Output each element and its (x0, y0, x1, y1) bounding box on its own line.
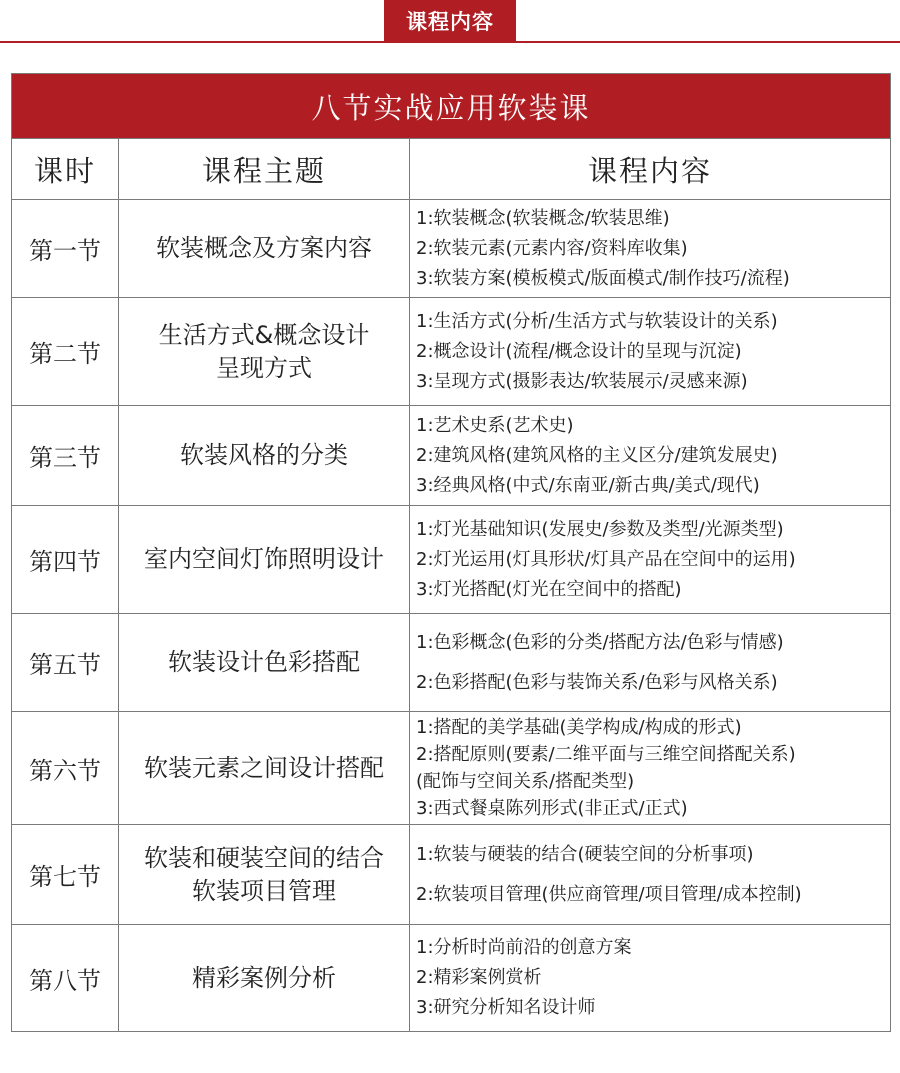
column-header-topic: 课程主题 (119, 139, 410, 200)
content-line: 1:搭配的美学基础(美学构成/构成的形式) (416, 717, 742, 738)
content-line: 2:软装项目管理(供应商管理/项目管理/成本控制) (416, 883, 802, 905)
content-cell (410, 825, 891, 925)
topic-cell (119, 614, 410, 712)
topic-cell (119, 506, 410, 614)
content-line: 2:软装元素(元素内容/资料库收集) (416, 237, 688, 259)
content-line: 3:呈现方式(摄影表达/软装展示/灵感来源) (416, 370, 748, 392)
content-line: 3:研究分析知名设计师 (416, 997, 596, 1018)
content-line: 3:西式餐桌陈列形式(非正式/正式) (416, 798, 688, 819)
content-line: 2:概念设计(流程/概念设计的呈现与沉淀) (416, 340, 742, 362)
topic-line: 生活方式&概念设计 (158, 320, 370, 349)
topic-line: 软装和硬装空间的结合 (144, 843, 384, 872)
table-row (12, 825, 891, 925)
content-line: 2:灯光运用(灯具形状/灯具产品在空间中的运用) (416, 548, 796, 570)
content-line: 1:软装概念(软装概念/软装思维) (416, 207, 670, 229)
topic-cell (119, 298, 410, 406)
lesson-cell: 第一节 (12, 200, 119, 298)
topic-cell (119, 825, 410, 925)
section-tab: 课程内容 (384, 0, 516, 42)
lesson-cell: 第三节 (12, 406, 119, 506)
topic-line: 软装风格的分类 (180, 441, 348, 469)
content-line: 1:软装与硬装的结合(硬装空间的分析事项) (416, 843, 754, 865)
table-row (12, 925, 891, 1032)
topic-line: 软装设计色彩搭配 (168, 648, 360, 676)
content-line: (配饰与空间关系/搭配类型) (416, 771, 635, 792)
lesson-cell: 第五节 (12, 614, 119, 712)
content-line: 1:分析时尚前沿的创意方案 (416, 937, 632, 958)
topic-line: 精彩案例分析 (192, 963, 336, 992)
table-body (12, 200, 891, 1032)
content-cell (410, 712, 891, 825)
topic-cell (119, 925, 410, 1032)
table-row (12, 614, 891, 712)
content-line: 2:建筑风格(建筑风格的主义区分/建筑发展史) (416, 444, 778, 466)
content-line: 3:经典风格(中式/东南亚/新古典/美式/现代) (416, 474, 760, 496)
content-cell (410, 200, 891, 298)
content-line: 1:艺术史系(艺术史) (416, 414, 574, 436)
topic-cell (119, 712, 410, 825)
lesson-cell: 第六节 (12, 712, 119, 825)
content-line: 1:灯光基础知识(发展史/参数及类型/光源类型) (416, 518, 784, 540)
column-header-lesson: 课时 (12, 139, 119, 200)
content-cell (410, 614, 891, 712)
topic-line: 软装项目管理 (192, 876, 336, 905)
topic-cell (119, 200, 410, 298)
content-cell (410, 298, 891, 406)
content-line: 1:生活方式(分析/生活方式与软装设计的关系) (416, 310, 778, 332)
table-row (12, 298, 891, 406)
table-row (12, 506, 891, 614)
table-row (12, 406, 891, 506)
lesson-cell: 第七节 (12, 825, 119, 925)
course-table (11, 73, 891, 1032)
lesson-cell: 第八节 (12, 925, 119, 1032)
table-title: 八节实战应用软装课 (12, 74, 891, 139)
content-line: 2:色彩搭配(色彩与装饰关系/色彩与风格关系) (416, 671, 778, 693)
topic-cell (119, 406, 410, 506)
topic-line: 软装概念及方案内容 (156, 234, 372, 262)
table-row (12, 712, 891, 825)
column-header-content: 课程内容 (410, 139, 891, 200)
content-cell (410, 925, 891, 1032)
content-line: 2:搭配原则(要素/二维平面与三维空间搭配关系) (416, 744, 796, 765)
table-row (12, 200, 891, 298)
lesson-cell: 第二节 (12, 298, 119, 406)
topic-line: 软装元素之间设计搭配 (144, 753, 384, 782)
content-cell (410, 506, 891, 614)
content-cell (410, 406, 891, 506)
content-line: 3:软装方案(模板模式/版面模式/制作技巧/流程) (416, 267, 790, 289)
content-line: 3:灯光搭配(灯光在空间中的搭配) (416, 578, 682, 600)
lesson-cell: 第四节 (12, 506, 119, 614)
content-line: 2:精彩案例赏析 (416, 967, 542, 988)
topic-line: 室内空间灯饰照明设计 (144, 545, 384, 573)
content-line: 1:色彩概念(色彩的分类/搭配方法/色彩与情感) (416, 631, 784, 653)
topic-line: 呈现方式 (216, 353, 312, 382)
